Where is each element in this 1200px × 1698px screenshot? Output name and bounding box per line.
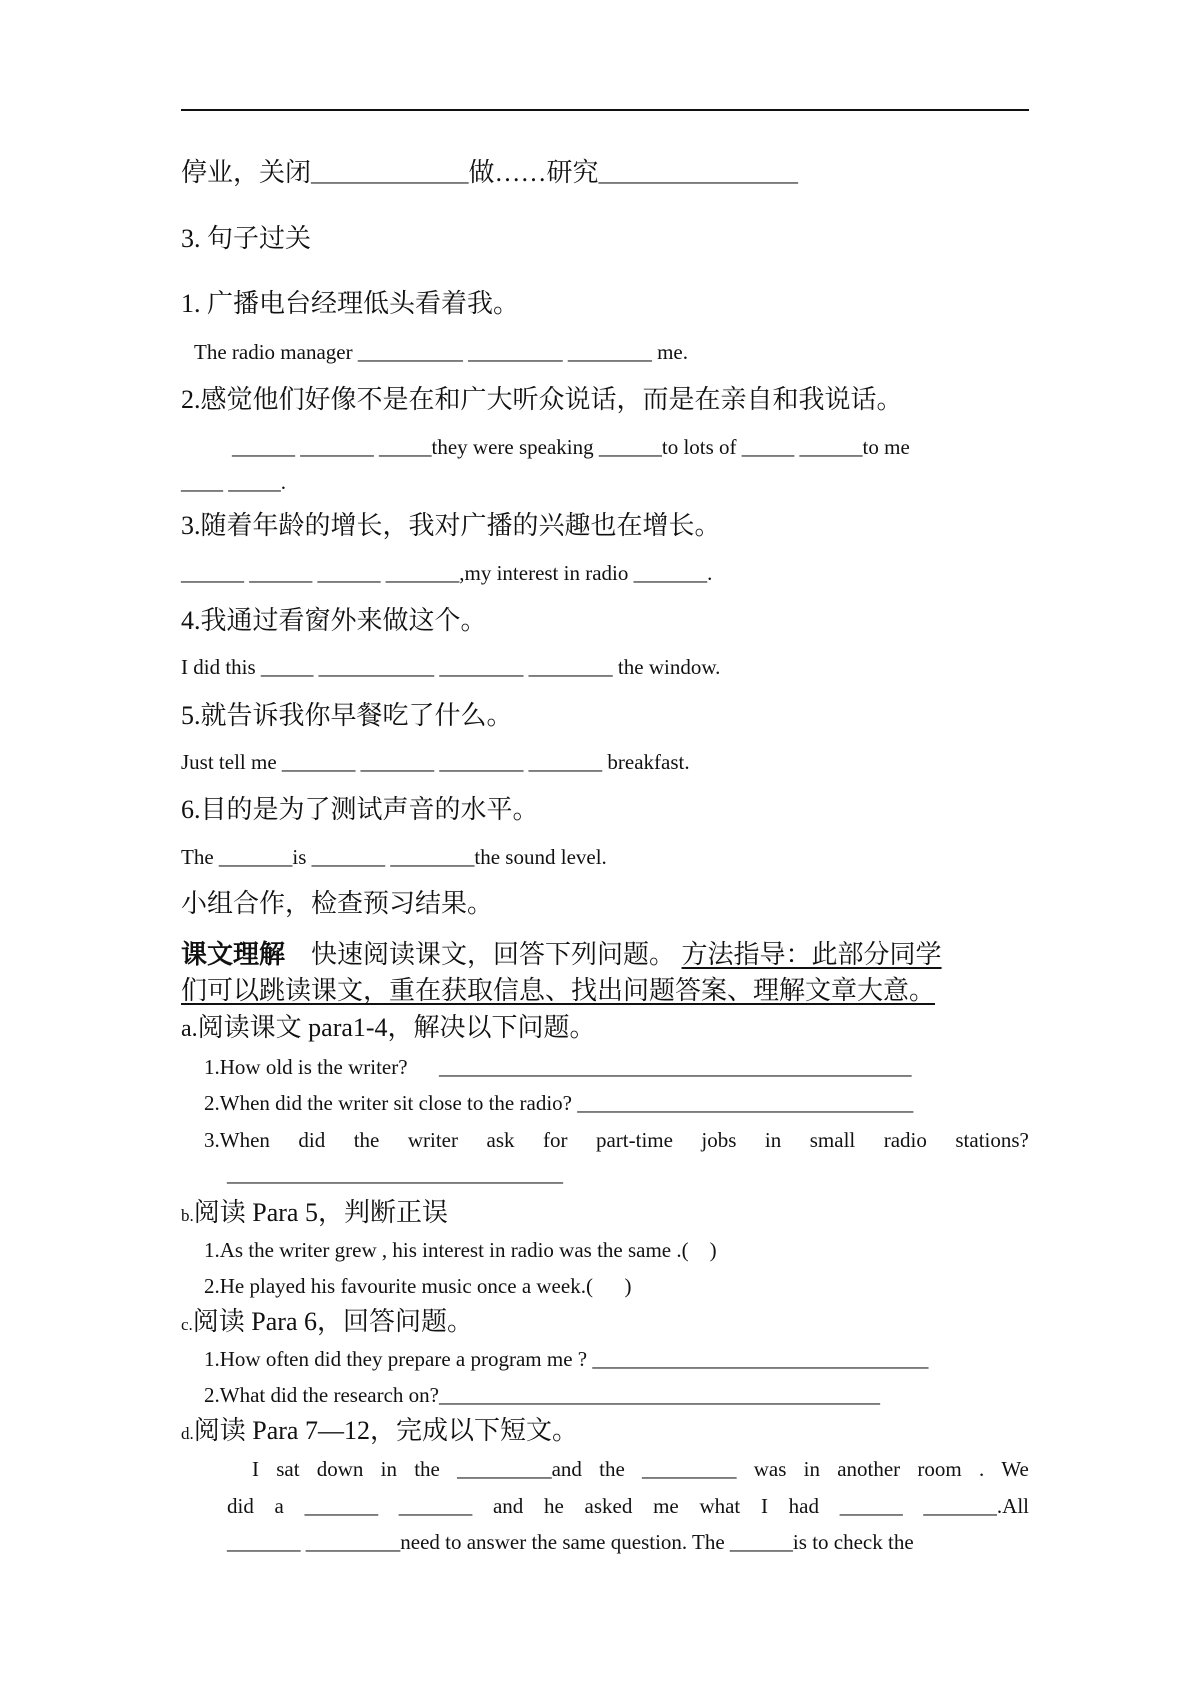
passage-line-2-word: had [788,1494,819,1518]
passage-line-1-word: the [414,1457,440,1481]
passage-line-2-word: and [492,1494,524,1518]
question-a3-word: writer [407,1128,459,1152]
question-a3-word: radio [883,1128,927,1152]
sentence-5-english[interactable]: Just tell me _______ _______ ________ _______ breakfast. [181,750,690,774]
passage-line-2-word: ______ [839,1494,903,1518]
question-a3-blank[interactable]: ________________________________ [227,1162,563,1186]
method-guide-a: 方法指导：此部分同学 [681,940,942,969]
sentence-6-english[interactable]: The _______is _______ ________the sound level. [181,845,607,869]
question-a3 [204,1130,1029,1151]
question-a1 [204,1057,912,1078]
sentence-4-chinese: 4.我通过看窗外来做这个。 [181,606,487,635]
question-a1-blank[interactable]: _____________________________________________ [439,1055,912,1079]
question-c1[interactable]: 1.How often did they prepare a program me ? ________________________________ [204,1347,929,1371]
passage-line-1-word: was [753,1457,787,1481]
question-b2[interactable]: 2.He played his favourite music once a week.( ) [204,1274,632,1298]
sentence-2-english-line1[interactable] [232,437,1029,458]
question-a3-word: small [809,1128,856,1152]
passage-line-1-word: another [837,1457,901,1481]
comprehension-header [181,942,942,968]
section-a-letter: a. [181,1016,198,1042]
passage-line-2-word: he [544,1494,564,1518]
passage-line-1-word: sat [276,1457,300,1481]
passage-line-2-word: did [227,1494,254,1518]
question-a3-word: part-time [595,1128,673,1152]
passage-line-1-word: _________ [642,1457,737,1481]
section-b-title: 阅读 Para 5，判断正误 [193,1198,448,1227]
sentence-2-english-text: ______ _______ _____they were speaking ______to lots of _____ ______to me [232,435,910,459]
sentence-5-chinese: 5.就告诉我你早餐吃了什么。 [181,701,513,730]
section-d-title: 阅读 Para 7—12，完成以下短文。 [193,1416,578,1445]
passage-line-2-word: asked [584,1494,633,1518]
question-a2[interactable]: 2.When did the writer sit close to the radio? ________________________________ [204,1091,914,1115]
passage-line-1-word: We [1001,1457,1029,1481]
passage-line-2[interactable] [227,1496,1029,1517]
vocab-blank-close[interactable]: _______________ [311,162,469,186]
passage-line-1-word: in [380,1457,397,1481]
passage-line-2-word: _______.All [923,1494,1029,1518]
passage-line-1-word: _________and [457,1457,582,1481]
section-b-letter: b. [181,1206,194,1225]
sentence-2-english-line2[interactable]: ____ _____. [181,470,286,494]
question-a3-word: for [542,1128,568,1152]
question-b1[interactable]: 1.As the writer grew , his interest in radio was the same .( ) [204,1238,717,1262]
question-c2[interactable]: 2.What did the research on?__________________________________________ [204,1383,880,1407]
question-a3-word: did [298,1128,326,1152]
section-a-heading [181,1015,596,1041]
section-a-title: 阅读课文 para1-4，解决以下问题。 [197,1013,596,1042]
vocab-line [181,160,798,186]
passage-line-3[interactable]: _______ _________need to answer the same question. The ______is to check the [227,1530,914,1554]
passage-line-1[interactable] [252,1459,1029,1480]
sentence-2-chinese: 2.感觉他们好像不是在和广大听众说话，而是在亲自和我说话。 [181,385,903,414]
passage-line-1-word: in [803,1457,820,1481]
section-c-title: 阅读 Para 6，回答问题。 [192,1307,473,1336]
passage-line-1-word: down [316,1457,364,1481]
passage-line-1-word: room [917,1457,962,1481]
group-work-note: 小组合作，检查预习结果。 [181,889,494,918]
sentence-3-english[interactable]: ______ ______ ______ _______,my interest in radio _______. [181,561,713,585]
question-a3-word: jobs [701,1128,737,1152]
passage-line-2-word: what [699,1494,741,1518]
passage-line-2-word: _______ [398,1494,473,1518]
sentence-1-english[interactable]: The radio manager __________ _________ ________ me. [194,340,688,364]
sentences-heading: 3. 句子过关 [181,224,312,253]
question-a3-word: stations? [955,1128,1029,1152]
section-d-letter: d. [181,1424,194,1443]
question-a3-word: the [353,1128,380,1152]
sentence-1-chinese: 1. 广播电台经理低头看着我。 [181,289,520,318]
sentence-4-english[interactable]: I did this _____ ___________ ________ ________ the window. [181,655,721,679]
question-a3-word: ask [486,1128,515,1152]
question-a3-word: 3.When [204,1128,270,1152]
header-rule [181,109,1029,111]
vocab-item-close: 停业，关闭 [181,158,312,187]
vocab-item-research: 做……研究 [468,158,599,187]
passage-line-1-word: . [978,1457,985,1481]
section-c-letter: c. [181,1315,193,1334]
section-b-heading [181,1200,448,1226]
passage-line-1-word: I [252,1457,259,1481]
passage-line-2-word: a [274,1494,284,1518]
sentence-6-chinese: 6.目的是为了测试声音的水平。 [181,795,539,824]
method-guide-b: 们可以跳读课文，重在获取信息、找出问题答案、理解文章大意。 [181,976,936,1005]
vocab-blank-research[interactable]: ___________________ [598,162,799,186]
comprehension-title: 课文理解 [181,940,286,969]
passage-line-2-word: I [760,1494,768,1518]
section-d-heading [181,1418,578,1444]
sentence-3-chinese: 3.随着年龄的增长，我对广播的兴趣也在增长。 [181,511,721,540]
question-a1-text: 1.How old is the writer? [204,1055,408,1079]
passage-line-2-word: me [653,1494,679,1518]
passage-line-2-word: _______ [304,1494,379,1518]
section-c-heading [181,1309,473,1335]
passage-line-1-word: the [599,1457,625,1481]
question-a3-word: in [764,1128,782,1152]
comprehension-instruction: 快速阅读课文，回答下列问题。 [311,940,676,969]
